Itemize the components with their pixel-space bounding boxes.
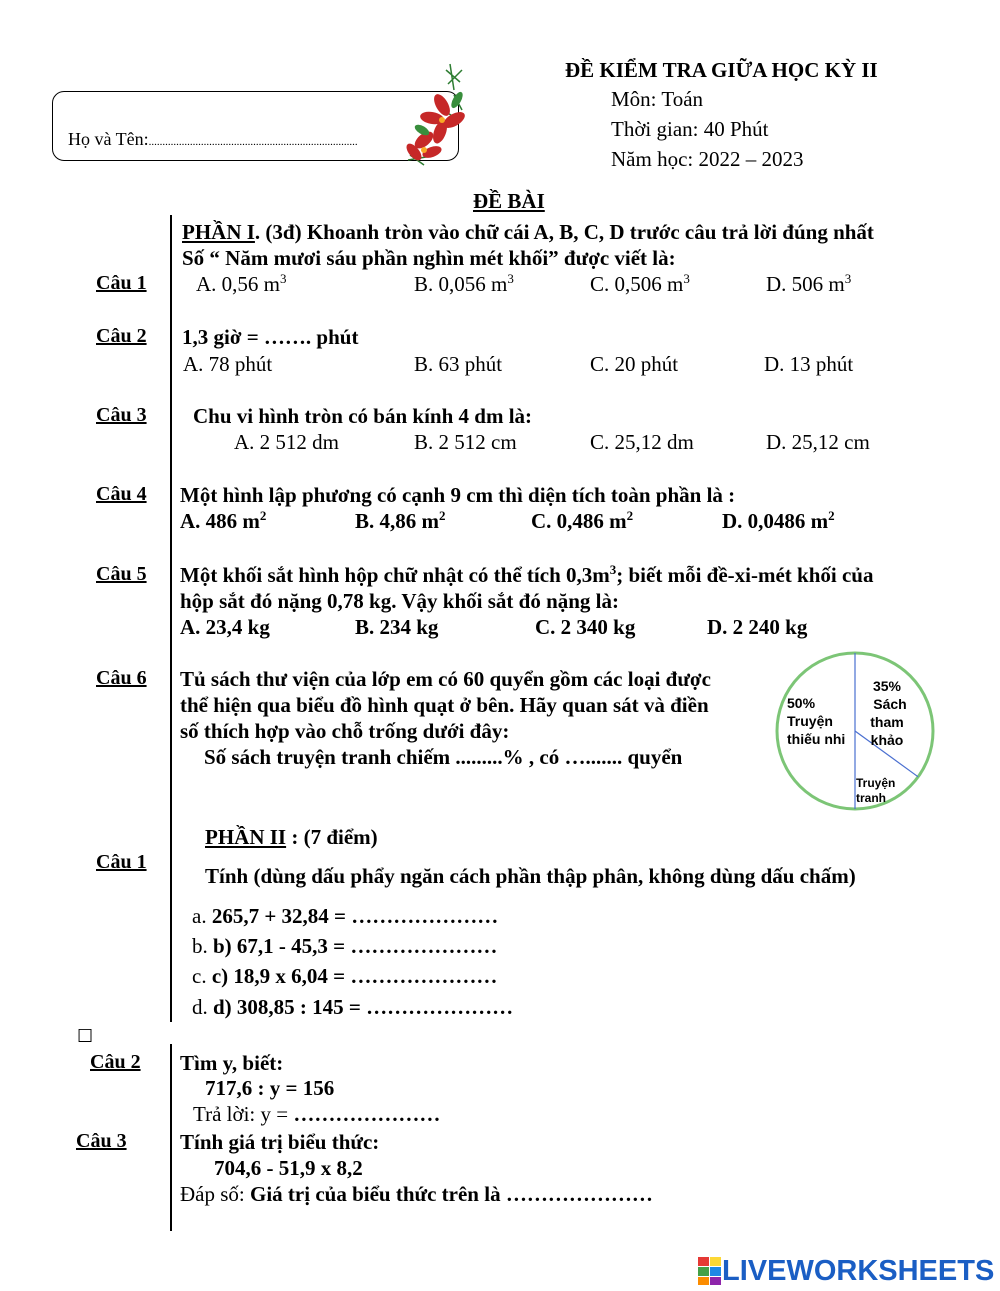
margin-line-bottom bbox=[170, 1044, 172, 1231]
poinsettia-decoration-icon bbox=[402, 60, 472, 170]
q2-label: Câu 2 bbox=[96, 325, 147, 347]
q1-option-c[interactable]: C. 0,506 $m^3$ bbox=[590, 271, 690, 296]
q4-stem: Một hình lập phương có cạnh 9 cm thì diện tích toàn phần là : bbox=[180, 483, 736, 507]
logo-text: LIVEWORKSHEETS bbox=[722, 1254, 995, 1287]
q3-option-d[interactable]: D. 25,12 cm bbox=[766, 430, 870, 454]
p2-q1-item-a[interactable]: a. 265,7 + 32,84 = ………………… bbox=[192, 904, 499, 928]
name-field[interactable] bbox=[68, 129, 358, 150]
q1-option-d[interactable]: D. 506 $m^3$ bbox=[766, 271, 852, 296]
q2-option-a[interactable]: A. 78 phút bbox=[183, 352, 273, 376]
q4-option-a[interactable]: A. 486 $m^2$ bbox=[180, 508, 267, 533]
p2-q2-expr: 717,6 : y = 156 bbox=[205, 1076, 335, 1100]
p2-q3-expr: 704,6 - 51,9 x 8,2 bbox=[214, 1156, 363, 1180]
q4-label: Câu 4 bbox=[96, 483, 147, 505]
margin-line-top bbox=[170, 215, 172, 1022]
p2-q1-item-c[interactable]: c. c) 18,9 x 6,04 = ………………… bbox=[192, 964, 498, 988]
liveworksheets-logo bbox=[698, 1253, 994, 1289]
p2-q2-stem: Tìm y, biết: bbox=[180, 1051, 284, 1075]
checkbox-icon[interactable]: ☐ bbox=[77, 1026, 94, 1047]
name-label: Họ và Tên: bbox=[68, 129, 149, 149]
q2-option-b[interactable]: B. 63 phút bbox=[414, 352, 503, 376]
pie-label-tham-khao: 35% Sách tham khảo bbox=[870, 678, 907, 748]
q6-line-3: số thích hợp vào chỗ trống dưới đây: bbox=[180, 719, 510, 743]
q3-option-a[interactable]: A. 2 512 dm bbox=[234, 430, 339, 454]
subject: Môn: Toán bbox=[611, 87, 704, 111]
q1-label: Câu 1 bbox=[96, 272, 147, 294]
q2-stem: 1,3 giờ = ……. phút bbox=[182, 325, 359, 349]
p2-q1-item-b[interactable]: b. b) 67,1 - 45,3 = ………………… bbox=[192, 934, 498, 958]
name-dots: ............................................................................ bbox=[148, 136, 358, 148]
q6-line-2: thể hiện qua biểu đồ hình quạt ở bên. Hãy quan sát và điền bbox=[180, 693, 709, 717]
q4-option-b[interactable]: B. 4,86 $m^2$ bbox=[355, 508, 446, 533]
q6-label: Câu 6 bbox=[96, 667, 147, 689]
q4-option-c[interactable]: C. 0,486 $m^2$ bbox=[531, 508, 634, 533]
p2-q3-answer[interactable]: Đáp số: Giá trị của biểu thức trên là ………………… bbox=[180, 1182, 653, 1206]
page-title: ĐỀ BÀI bbox=[473, 189, 545, 213]
p2-q2-label: Câu 2 bbox=[90, 1051, 141, 1073]
q6-answer-line[interactable]: Số sách truyện tranh chiếm .........% , có …....... quyển bbox=[204, 745, 683, 769]
q5-stem-line2: hộp sắt đó nặng 0,78 kg. Vậy khối sắt đó nặng là: bbox=[180, 589, 620, 613]
q5-option-c[interactable]: C. 2 340 kg bbox=[535, 615, 636, 639]
p2-q1-label: Câu 1 bbox=[96, 851, 147, 873]
part2-heading: PHẦN II : (7 điểm) bbox=[205, 825, 378, 849]
liveworksheets-blocks-icon bbox=[698, 1257, 722, 1285]
exam-time: Thời gian: 40 Phút bbox=[611, 117, 769, 141]
part1-heading: PHẦN I. (3đ) Khoanh tròn vào chữ cái A, B, C, D trước câu trả lời đúng nhất bbox=[182, 220, 874, 244]
p2-q3-stem: Tính giá trị biểu thức: bbox=[180, 1130, 380, 1154]
q3-option-b[interactable]: B. 2 512 cm bbox=[414, 430, 517, 454]
q6-line-1: Tủ sách thư viện của lớp em có 60 quyển gồm các loại được bbox=[180, 667, 711, 691]
q1-option-a[interactable]: A. 0,56 $m^3$ bbox=[196, 271, 287, 296]
school-year: Năm học: 2022 – 2023 bbox=[611, 147, 804, 171]
p2-q1-item-d[interactable]: d. d) 308,85 : 145 = ………………… bbox=[192, 995, 514, 1019]
p2-q3-label: Câu 3 bbox=[76, 1130, 127, 1152]
q1-option-b[interactable]: B. 0,056 $m^3$ bbox=[414, 271, 514, 296]
q5-stem: Một khối sắt hình hộp chữ nhật có thể tích $0,3m^3$; biết mỗi đề-xi-mét khối của bbox=[180, 562, 874, 587]
q3-label: Câu 3 bbox=[96, 404, 147, 426]
name-box bbox=[52, 91, 459, 161]
q2-option-c[interactable]: C. 20 phút bbox=[590, 352, 679, 376]
q3-stem: Chu vi hình tròn có bán kính 4 dm là: bbox=[193, 404, 533, 428]
pie-label-thieu-nhi: 50% Truyện thiếu nhi bbox=[787, 695, 846, 747]
q3-option-c[interactable]: C. 25,12 dm bbox=[590, 430, 694, 454]
q1-stem: Số “ Năm mươi sáu phần nghìn mét khối” được viết là: bbox=[182, 246, 676, 270]
q5-label: Câu 5 bbox=[96, 563, 147, 585]
q5-option-a[interactable]: A. 23,4 kg bbox=[180, 615, 270, 639]
p2-q2-answer[interactable]: Trả lời: y = ………………… bbox=[193, 1102, 441, 1126]
q4-option-d[interactable]: D. 0,0486 $m^2$ bbox=[722, 508, 835, 533]
exam-title: ĐỀ KIỂM TRA GIỮA HỌC KỲ II bbox=[565, 58, 878, 82]
p2-q1-instruction: Tính (dùng dấu phẩy ngăn cách phần thập phân, không dùng dấu chấm) bbox=[205, 864, 856, 888]
q2-option-d[interactable]: D. 13 phút bbox=[764, 352, 854, 376]
pie-label-tranh: Truyện tranh bbox=[856, 776, 896, 805]
q5-option-b[interactable]: B. 234 kg bbox=[355, 615, 439, 639]
q5-option-d[interactable]: D. 2 240 kg bbox=[707, 615, 808, 639]
